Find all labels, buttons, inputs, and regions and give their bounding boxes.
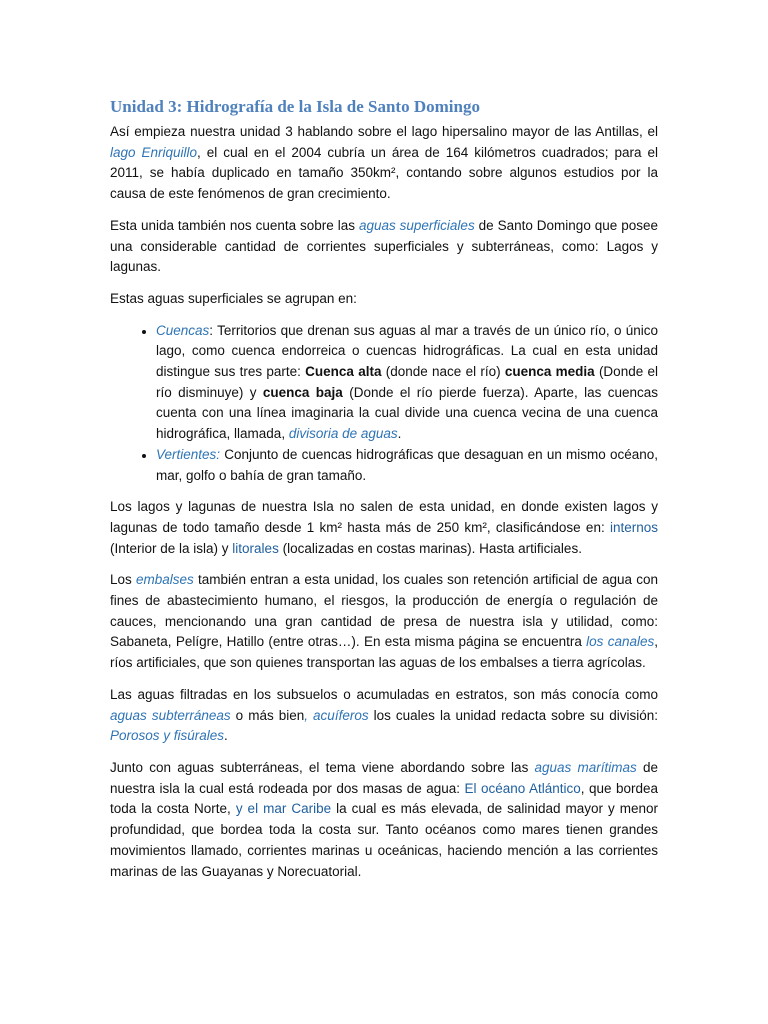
bold-cuenca-baja: cuenca baja: [262, 384, 343, 400]
link-embalses[interactable]: embalses: [135, 572, 194, 588]
link-aguas-superficiales[interactable]: aguas superficiales: [358, 217, 475, 233]
link-mar-caribe[interactable]: y el mar Caribe: [235, 801, 332, 817]
text-span: Conjunto de cuencas hidrográficas que desaguan en un mismo océano, mar, golfo o bahía de gran tamaño.: [156, 446, 658, 483]
text-span: de nuestra isla la cual está rodeada por dos masas de agua:: [110, 759, 658, 796]
text-span: Esta unida también nos cuenta sobre las: [110, 217, 359, 233]
paragraph-agrupan: Estas aguas superficiales se agrupan en:: [110, 290, 357, 306]
text-span: Así empieza nuestra unidad 3 hablando sobre el lago hipersalino mayor de las Antillas, el: [110, 124, 658, 139]
text-span: los cuales la unidad redacta sobre su división:: [368, 707, 658, 723]
text-span: (Interior de la isla) y: [110, 540, 233, 556]
link-los-canales[interactable]: los canales: [586, 634, 655, 650]
paragraph-lago-enriquillo: [110, 122, 658, 205]
link-lago-enriquillo[interactable]: lago Enriquillo: [110, 144, 198, 160]
text-span: (Donde el río disminuye) y: [156, 364, 658, 400]
list-item-vertientes: [156, 445, 658, 486]
page-title: Unidad 3: Hidrografía de la Isla de Santo Domingo: [110, 97, 480, 116]
text-span: Junto con aguas subterráneas, el tema viene abordando sobre las: [110, 759, 535, 775]
link-cuencas[interactable]: Cuencas: [156, 322, 210, 338]
text-span: de Santo Domingo que posee una considerable cantidad de corrientes superficiales y subterráneas, como: Lagos y lagunas.: [110, 217, 658, 275]
text-span: : Territorios que drenan sus aguas al mar a través de un único río, o único lago, como cuenca endorreica o cuencas hidrográficas. La cual en esta unidad distingue sus tres parte:: [156, 322, 658, 380]
text-span: , el cual en el 2004 cubría un área de 164 kilómetros cuadrados; para el 2011, se había duplicado en tamaño 350km², contando sobre algunos estudios por la causa de este fenómenos de gran crecimiento.: [110, 144, 658, 202]
text-span: (donde nace el río): [381, 364, 505, 380]
text-span: o más bien: [230, 707, 305, 723]
link-acuiferos[interactable]: , acuíferos: [304, 707, 369, 723]
paragraph-lagos-lagunas: [110, 497, 658, 559]
link-porosos-fisurales[interactable]: Porosos y fisúrales: [110, 728, 225, 744]
document-page: [110, 96, 658, 893]
paragraph-embalses: [110, 570, 658, 674]
text-span: la cual es más elevada, de salinidad mayor y menor profundidad, que bordea toda la costa sur. Tanto océanos como mares tienen grandes movimientos llamado, corrientes marinas u oceánicas, haciendo mención a las corrientes marinas de las Guayanas y Norecuatorial.: [110, 801, 658, 879]
link-oceano-atlantico[interactable]: El océano Atlántico: [464, 780, 581, 796]
bold-cuenca-alta: Cuenca alta: [305, 364, 382, 380]
text-span: .: [224, 728, 228, 744]
bold-cuenca-media: cuenca media: [504, 364, 595, 380]
text-span: Las aguas filtradas en los subsuelos o acumuladas en estratos, son más conocía como: [110, 686, 658, 702]
link-aguas-maritimas[interactable]: aguas marítimas: [534, 759, 637, 775]
list-item-cuencas: [156, 321, 658, 445]
text-span: , que bordea toda la costa Norte,: [110, 780, 658, 817]
paragraph-aguas-superficiales: [110, 216, 658, 278]
text-span: (Donde el río pierde fuerza). Aparte, las cuencas cuenta con una línea imaginaria la cual divide una cuenca vecina de una cuenca hidrográfica, llamada,: [156, 384, 658, 442]
link-internos[interactable]: internos: [609, 519, 658, 535]
link-divisoria-de-aguas[interactable]: divisoria de aguas: [288, 426, 398, 442]
paragraph-aguas-maritimas: [110, 758, 658, 882]
link-litorales[interactable]: litorales: [232, 540, 279, 556]
text-span: (localizadas en costas marinas). Hasta artificiales.: [278, 540, 582, 556]
text-span: , ríos artificiales, que son quienes transportan las aguas de los embalses a tierra agrícolas.: [110, 634, 658, 671]
text-span: también entran a esta unidad, los cuales son retención artificial de agua con fines de abastecimiento humano, el riesgos, la producción de energía o regulación de cauces, mencionando una gran cantidad de presa de nuestra isla y utilidad, como: Sabaneta, Pelígre, Hatillo (entre otras…). En esta misma página se encuentra: [110, 572, 658, 650]
bullet-list: [110, 321, 658, 487]
link-vertientes[interactable]: Vertientes:: [156, 446, 221, 462]
link-aguas-subterraneas[interactable]: aguas subterráneas: [110, 707, 231, 723]
text-span: .: [397, 426, 402, 442]
paragraph-aguas-subterraneas: [110, 685, 658, 747]
text-span: Los lagos y lagunas de nuestra Isla no salen de esta unidad, en donde existen lagos y lagunas de todo tamaño desde 1 km² hasta más de 250 km², clasificándose en:: [110, 499, 658, 535]
text-span: Los: [110, 572, 136, 588]
